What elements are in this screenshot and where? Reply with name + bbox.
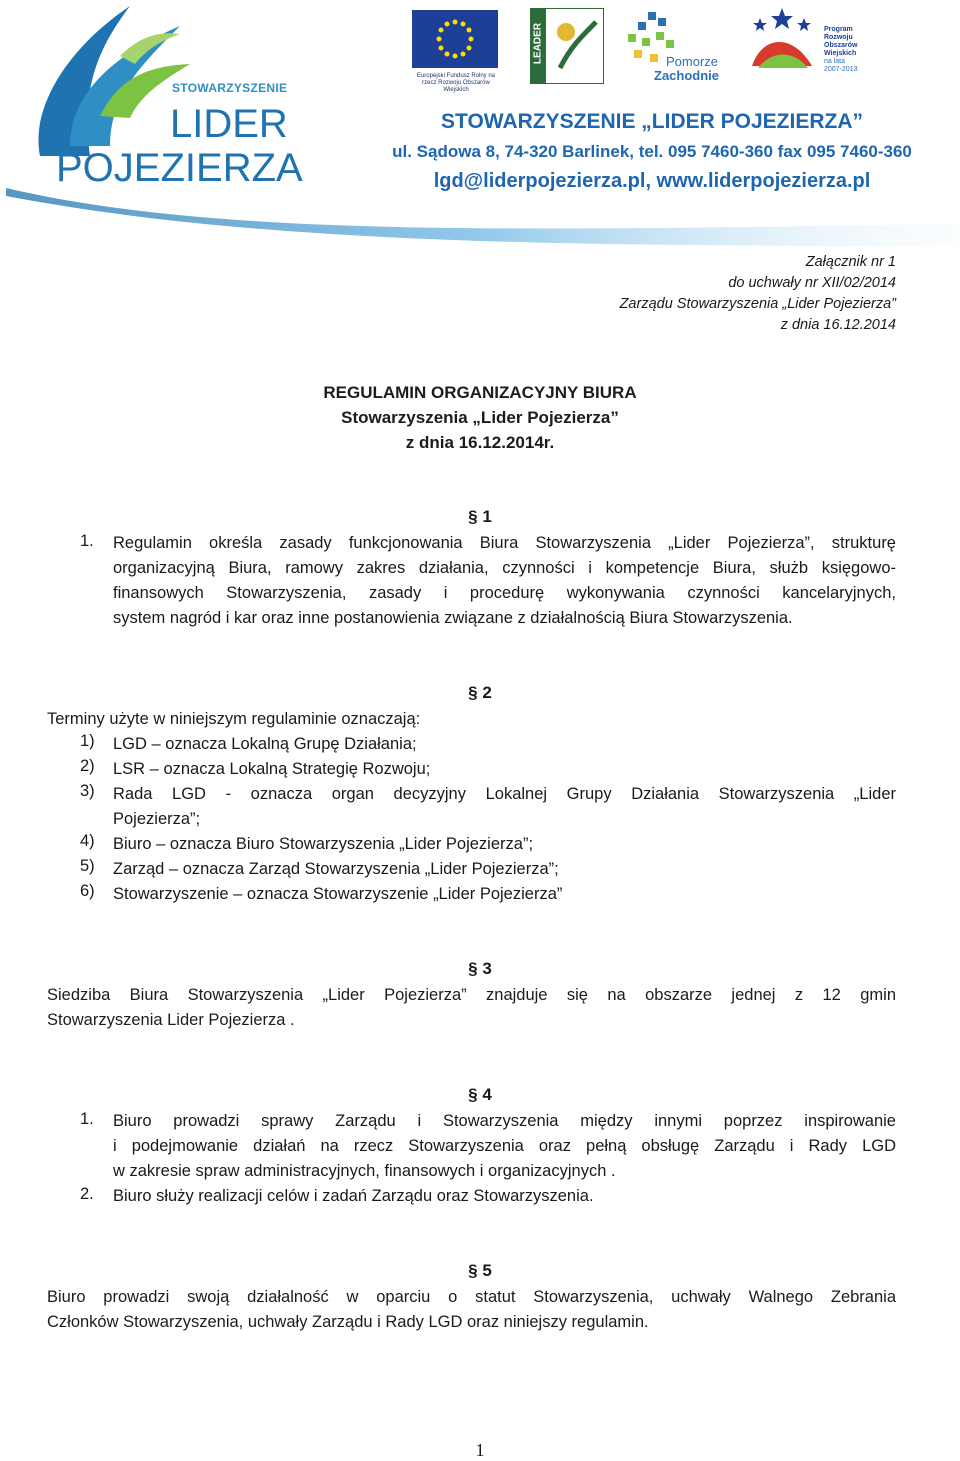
title-line-1: REGULAMIN ORGANIZACYJNY BIURA bbox=[323, 383, 637, 402]
section-1-line-1: Regulamin określa zasady funkcjonowania Biura Stowarzyszenia „Lider Pojezierza”, strukturę bbox=[113, 534, 896, 552]
prow-line-3: Obszarów bbox=[824, 42, 858, 49]
section-2-item-number: 6) bbox=[80, 882, 95, 900]
prow-line-2: Rozwoju bbox=[824, 34, 853, 41]
section-2-item-3-line-2: Pojezierza”; bbox=[113, 810, 201, 828]
leader-logo bbox=[530, 8, 604, 84]
section-2-item-text: Stowarzyszenie – oznacza Stowarzyszenie „Lider Pojezierza” bbox=[113, 885, 563, 903]
section-2-item-number: 3) bbox=[80, 782, 95, 800]
prow-logo bbox=[742, 6, 862, 82]
letterhead bbox=[0, 0, 960, 250]
section-2-item-number: 4) bbox=[80, 832, 95, 850]
section-5-heading: § 5 bbox=[468, 1261, 492, 1280]
logo-line-1: LIDER bbox=[170, 102, 288, 146]
section-1-item-number: 1. bbox=[80, 532, 94, 550]
section-3-text bbox=[47, 983, 896, 1033]
attachment-line-2: do uchwały nr XII/02/2014 bbox=[728, 275, 896, 291]
prow-line-5: na lata 2007-2013 bbox=[824, 58, 858, 73]
section-2-item-number: 2) bbox=[80, 757, 95, 775]
section-2-intro: Terminy użyte w niniejszym regulaminie oznaczają: bbox=[47, 710, 421, 728]
section-2-item-number: 5) bbox=[80, 857, 95, 875]
section-2-item-text: Biuro – oznacza Biuro Stowarzyszenia „Lider Pojezierza”; bbox=[113, 835, 534, 853]
pomorze-line-1: Pomorze bbox=[666, 54, 719, 69]
org-contact: lgd@liderpojezierza.pl, www.liderpojezierza.pl bbox=[433, 170, 871, 192]
section-1-line-2: organizacyjną Biura, ramowy zakres działania, czynności i kompetencje Biura, służb księgowo- bbox=[113, 559, 896, 577]
org-name: STOWARZYSZENIE „LIDER POJEZIERZA” bbox=[441, 110, 863, 133]
page-number: 1 bbox=[475, 1440, 485, 1460]
section-5-line-1: Biuro prowadzi swoją działalność w oparciu o statut Stowarzyszenia, uchwały Walnego Zebrania bbox=[47, 1288, 896, 1306]
section-1-line-3: finansowych Stowarzyszenia, zasady i procedurę wykonywania czynności kancelaryjnych, bbox=[113, 584, 896, 602]
section-4-item-1-line-2: i podejmowanie działań na rzecz Stowarzyszenia oraz pełną obsługę Zarządu i Rady LGD bbox=[113, 1137, 896, 1155]
section-2-item-text: Zarząd – oznacza Zarząd Stowarzyszenia „Lider Pojezierza”; bbox=[113, 860, 559, 878]
logo-small-text: STOWARZYSZENIE bbox=[172, 81, 288, 95]
section-4-item-1-line-3: w zakresie spraw administracyjnych, finansowych i organizacyjnych . bbox=[113, 1162, 616, 1180]
section-5-line-2: Członków Stowarzyszenia, uchwały Zarządu i Rady LGD oraz niniejszy regulamin. bbox=[47, 1313, 649, 1331]
prow-emblem-icon bbox=[742, 6, 822, 82]
attachment-line-4: z dnia 16.12.2014 bbox=[780, 317, 896, 333]
section-5-text bbox=[47, 1285, 896, 1335]
section-1-heading: § 1 bbox=[468, 507, 492, 526]
section-3-heading: § 3 bbox=[468, 959, 492, 978]
pomorze-line-2: Zachodnie bbox=[654, 68, 720, 83]
leader-text: LEADER bbox=[532, 22, 544, 65]
pomorze-zachodnie-logo bbox=[622, 10, 726, 82]
eu-caption: Europejski Fundusz Rolny na rzecz Rozwoju Obszarów Wiejskich bbox=[416, 73, 496, 93]
section-1-line-4: system nagród i kar oraz inne postanowienia związane z działalnością Biura Stowarzyszenia. bbox=[113, 609, 793, 627]
eu-flag-icon bbox=[412, 10, 498, 68]
prow-line-1: Program bbox=[824, 26, 853, 33]
section-3-line-1: Siedziba Biura Stowarzyszenia „Lider Pojezierza” znajduje się na obszarze jednej z 12 gmin bbox=[47, 986, 896, 1004]
lider-pojezierza-logo bbox=[30, 6, 303, 196]
document-title bbox=[0, 380, 960, 455]
prow-line-4: Wiejskich bbox=[824, 50, 857, 57]
section-4-item-text: Biuro służy realizacji celów i zadań Zarządu oraz Stowarzyszenia. bbox=[113, 1187, 594, 1205]
attachment-line-1: Załącznik nr 1 bbox=[805, 254, 896, 270]
attachment-note bbox=[620, 252, 896, 336]
prow-caption bbox=[824, 26, 862, 74]
section-2-item-text: LGD – oznacza Lokalną Grupę Działania; bbox=[113, 735, 417, 753]
org-address: ul. Sądowa 8, 74-320 Barlinek, tel. 095 7460-360 fax 095 7460-360 bbox=[392, 142, 912, 161]
section-2-item-number: 1) bbox=[80, 732, 95, 750]
title-line-3: z dnia 16.12.2014r. bbox=[405, 433, 555, 452]
section-4-heading: § 4 bbox=[468, 1085, 492, 1104]
section-4-item-number: 1. bbox=[80, 1110, 94, 1128]
attachment-line-3: Zarządu Stowarzyszenia „Lider Pojezierza” bbox=[619, 296, 896, 312]
section-2-item-3-line-1: Rada LGD - oznacza organ decyzyjny Lokalnej Grupy Działania Stowarzyszenia „Lider bbox=[113, 785, 896, 803]
section-2-item-text bbox=[113, 782, 896, 832]
logo-line-2: POJEZIERZA bbox=[56, 146, 303, 190]
section-4-item-number: 2. bbox=[80, 1185, 94, 1203]
section-1-text bbox=[113, 531, 896, 631]
section-4-item-1-line-1: Biuro prowadzi sprawy Zarządu i Stowarzyszenia między innymi poprzez inspirowanie bbox=[113, 1112, 896, 1130]
section-3-line-2: Stowarzyszenia Lider Pojezierza . bbox=[47, 1011, 295, 1029]
section-2-heading: § 2 bbox=[468, 683, 492, 702]
title-line-2: Stowarzyszenia „Lider Pojezierza” bbox=[341, 408, 619, 427]
section-2-item-text: LSR – oznacza Lokalną Strategię Rozwoju; bbox=[113, 760, 431, 778]
eu-flag-logo bbox=[412, 10, 500, 94]
section-4-item-text bbox=[113, 1109, 896, 1184]
